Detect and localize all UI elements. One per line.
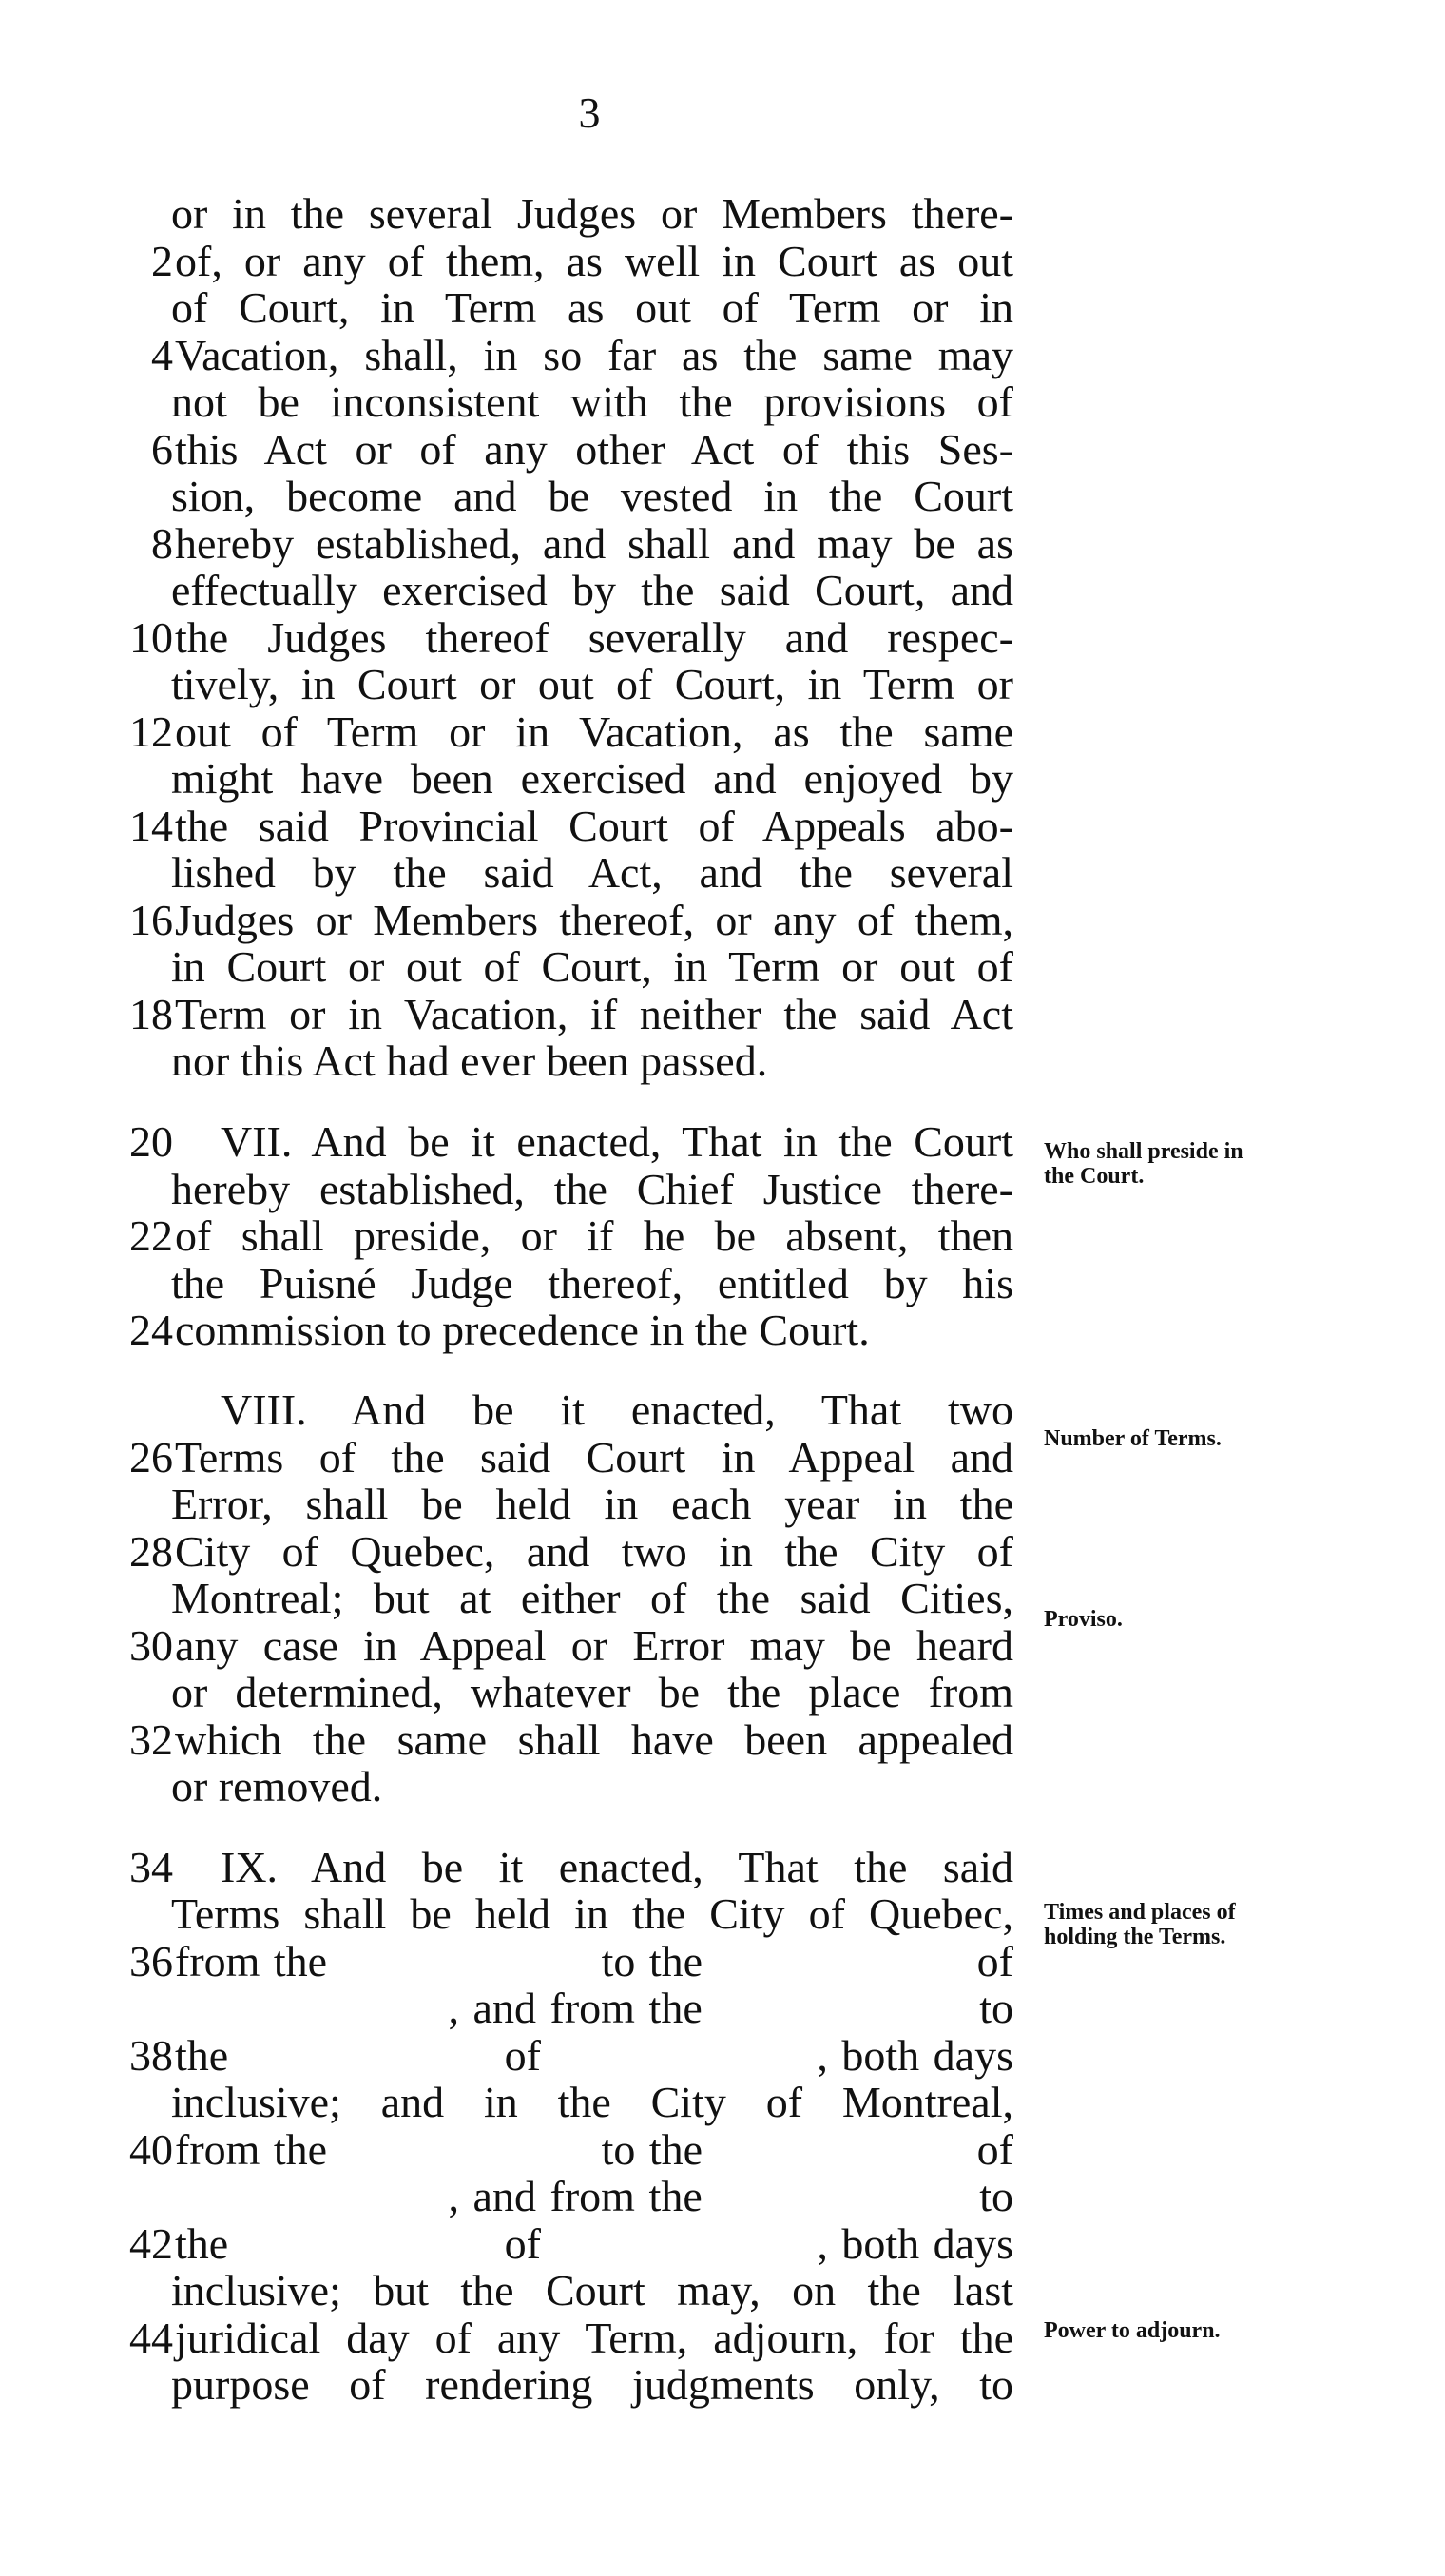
text-line (122, 1037, 1013, 1085)
margin-note-proviso: Proviso. (1044, 1607, 1123, 1632)
text-line (122, 755, 1013, 803)
line-number: 34 (129, 1843, 173, 1891)
line-text: Montreal; but at either of the said Cities, (171, 1574, 1013, 1622)
text-line (122, 284, 1013, 332)
text-line (122, 520, 1013, 568)
line-text: or determined, whatever be the place from (171, 1668, 1013, 1716)
text-line (122, 567, 1013, 614)
text-line (122, 849, 1013, 897)
text-line (122, 1481, 1013, 1528)
line-number: 14 (129, 802, 173, 850)
text-line (122, 1528, 1013, 1576)
line-text: of shall preside, or if he be absent, then (175, 1211, 1013, 1260)
line-text: from the to the of (175, 1937, 1013, 1985)
line-number: 18 (129, 990, 173, 1038)
text-line (122, 1669, 1013, 1716)
line-text: out of Term or in Vacation, as the same (175, 707, 1013, 756)
line-text: the said Provincial Court of Appeals abo- (175, 802, 1013, 850)
margin-note-power-to-adjourn: Power to adjourn. (1044, 2318, 1221, 2343)
page-number: 3 (578, 88, 601, 137)
text-line (122, 2173, 1013, 2220)
line-number: 6 (151, 425, 173, 474)
line-text: VIII. And be it enacted, That two (221, 1385, 1013, 1434)
line-number: 8 (151, 519, 173, 568)
line-text: the Judges thereof severally and respec- (175, 613, 1013, 662)
text-line (122, 473, 1013, 520)
line-number: 4 (151, 331, 173, 379)
line-text: tively, in Court or out of Court, in Term or (171, 660, 1013, 708)
line-text: Vacation, shall, in so far as the same may (175, 331, 1013, 379)
line-text: Terms shall be held in the City of Quebec, (171, 1889, 1013, 1938)
text-line (122, 943, 1013, 991)
line-number: 2 (151, 237, 173, 285)
margin-note-number-of-terms: Number of Terms. (1044, 1426, 1222, 1451)
text-line (122, 1260, 1013, 1307)
line-number: 16 (129, 896, 173, 944)
text-line (122, 614, 1013, 662)
text-line (122, 1938, 1013, 1985)
line-text: or in the several Judges or Members there- (171, 189, 1013, 238)
line-number: 26 (129, 1433, 173, 1482)
text-line (122, 1118, 1013, 1166)
text-line (122, 2267, 1013, 2315)
line-text: the Puisné Judge thereof, entitled by his (171, 1259, 1013, 1307)
text-line (122, 2032, 1013, 2080)
line-text: commission to precedence in the Court. (175, 1306, 870, 1354)
line-text: this Act or of any other Act of this Ses- (175, 425, 1013, 474)
line-number: 12 (129, 707, 173, 756)
line-text: which the same shall have been appealed (175, 1715, 1013, 1764)
line-number: 22 (129, 1211, 173, 1260)
text-line (122, 991, 1013, 1038)
text-line (122, 2315, 1013, 2362)
text-line (122, 2126, 1013, 2174)
line-text: not be inconsistent with the provisions of (171, 378, 1013, 426)
text-line (122, 426, 1013, 474)
line-text: of Court, in Term as out of Term or in (171, 283, 1013, 332)
line-text: , and from the to (171, 2172, 1013, 2220)
line-number: 24 (129, 1306, 173, 1354)
line-number: 38 (129, 2031, 173, 2080)
text-line (122, 1763, 1013, 1811)
line-text: inclusive; but the Court may, on the last (171, 2266, 1013, 2315)
text-line (122, 238, 1013, 285)
line-text: VII. And be it enacted, That in the Court (221, 1117, 1013, 1166)
line-number: 32 (129, 1715, 173, 1764)
line-text: in Court or out of Court, in Term or out of (171, 942, 1013, 991)
margin-note-times-and-places: Times and places of holding the Terms. (1044, 1900, 1236, 1949)
line-text: lished by the said Act, and the several (171, 848, 1013, 897)
line-number: 44 (129, 2314, 173, 2362)
line-text: , and from the to (171, 1984, 1013, 2032)
line-number: 36 (129, 1937, 173, 1985)
text-line (122, 2220, 1013, 2268)
text-line (122, 1622, 1013, 1670)
line-text: or removed. (171, 1762, 383, 1811)
line-number: 20 (129, 1117, 173, 1166)
text-line (122, 1434, 1013, 1482)
line-number: 28 (129, 1527, 173, 1576)
text-line (122, 1166, 1013, 1213)
text-line (122, 2079, 1013, 2126)
line-text: IX. And be it enacted, That the said (221, 1843, 1013, 1891)
text-line (122, 708, 1013, 756)
line-text: Terms of the said Court in Appeal and (175, 1433, 1013, 1482)
text-line (122, 1890, 1013, 1938)
line-text: hereby established, and shall and may be as (175, 519, 1013, 568)
line-text: inclusive; and in the City of Montreal, (171, 2078, 1013, 2126)
line-text: the of , both days (175, 2031, 1013, 2080)
text-line (122, 1575, 1013, 1622)
line-text: nor this Act had ever been passed. (171, 1036, 768, 1085)
line-text: sion, become and be vested in the Court (171, 472, 1013, 520)
text-line (122, 1985, 1013, 2032)
line-text: from the to the of (175, 2125, 1013, 2174)
line-text: the of , both days (175, 2219, 1013, 2268)
line-number: 40 (129, 2125, 173, 2174)
text-line (122, 803, 1013, 850)
line-text: might have been exercised and enjoyed by (171, 754, 1013, 803)
margin-note-who-shall-preside: Who shall preside in the Court. (1044, 1139, 1243, 1189)
text-line (122, 897, 1013, 944)
line-number: 30 (129, 1621, 173, 1670)
text-line (122, 190, 1013, 238)
line-text: effectually exercised by the said Court, and (171, 566, 1013, 614)
line-text: juridical day of any Term, adjourn, for the (175, 2314, 1013, 2362)
text-line (122, 1716, 1013, 1764)
line-text: Judges or Members thereof, or any of them, (175, 896, 1013, 944)
line-number: 42 (129, 2219, 173, 2268)
text-line (122, 661, 1013, 708)
line-text: Error, shall be held in each year in the (171, 1480, 1013, 1528)
line-text: hereby established, the Chief Justice there- (171, 1165, 1013, 1213)
line-number: 10 (129, 613, 173, 662)
line-text: of, or any of them, as well in Court as out (175, 237, 1013, 285)
line-text: any case in Appeal or Error may be heard (175, 1621, 1013, 1670)
text-line (122, 2361, 1013, 2409)
line-text: City of Quebec, and two in the City of (175, 1527, 1013, 1576)
text-line (122, 1212, 1013, 1260)
line-text: purpose of rendering judgments only, to (171, 2360, 1013, 2409)
text-line (122, 1307, 1013, 1354)
text-line (122, 332, 1013, 379)
text-line (122, 378, 1013, 426)
text-line (122, 1386, 1013, 1434)
line-text: Term or in Vacation, if neither the said Act (175, 990, 1013, 1038)
text-line (122, 1844, 1013, 1891)
